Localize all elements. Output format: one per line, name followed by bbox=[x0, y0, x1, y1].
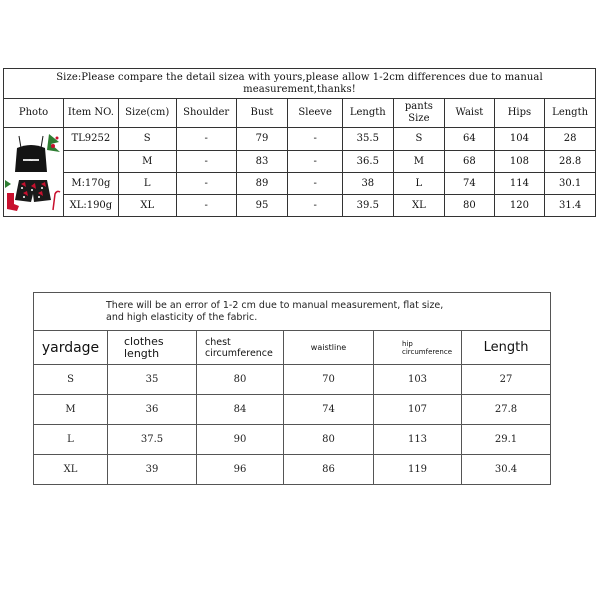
item-number: TL9252 bbox=[64, 128, 119, 151]
cell-waistline: 70 bbox=[284, 365, 374, 395]
cell-chest: 84 bbox=[197, 395, 284, 425]
table-row bbox=[34, 395, 551, 425]
cell-shoulder: - bbox=[176, 128, 236, 151]
weight-m: M:170g bbox=[64, 173, 119, 195]
cell-sleeve: - bbox=[288, 151, 343, 173]
header-length: Length bbox=[462, 331, 551, 365]
table-row bbox=[34, 365, 551, 395]
header-row-2 bbox=[34, 331, 551, 365]
cell-size: M bbox=[118, 151, 176, 173]
header-hip-circumference-label: circumference bbox=[402, 347, 453, 356]
pajama-set-image bbox=[5, 132, 62, 212]
cell-hips: 104 bbox=[494, 128, 545, 151]
cell-hips: 114 bbox=[494, 173, 545, 195]
header-bust: Bust bbox=[236, 99, 288, 128]
header-photo: Photo bbox=[4, 99, 64, 128]
cell-length-2: 30.1 bbox=[545, 173, 596, 195]
cell-length: 36.5 bbox=[343, 151, 394, 173]
cell-hips: 120 bbox=[494, 195, 545, 217]
cell-length-2: 28 bbox=[545, 128, 596, 151]
cell-bust: 83 bbox=[236, 151, 288, 173]
cell-pants-size: L bbox=[393, 173, 445, 195]
table-row bbox=[4, 151, 596, 173]
header-pants-size bbox=[393, 99, 445, 128]
table-row bbox=[34, 455, 551, 485]
table-row bbox=[4, 195, 596, 217]
cell-length: 30.4 bbox=[462, 455, 551, 485]
cell-waistline: 74 bbox=[284, 395, 374, 425]
header-size-label: Size bbox=[408, 113, 430, 124]
cell-chest: 90 bbox=[197, 425, 284, 455]
cell-waist: 80 bbox=[445, 195, 494, 217]
cell-sleeve: - bbox=[288, 128, 343, 151]
cell-chest: 96 bbox=[197, 455, 284, 485]
cell-hip: 107 bbox=[374, 395, 462, 425]
cell-pants-size: XL bbox=[393, 195, 445, 217]
weight-xl: XL:190g bbox=[64, 195, 119, 217]
header-hip bbox=[374, 331, 462, 365]
product-photo bbox=[5, 132, 62, 212]
header-size: Size(cm) bbox=[118, 99, 176, 128]
header-shoulder: Shoulder bbox=[176, 99, 236, 128]
header-pants-label: pants bbox=[404, 101, 433, 112]
header-item-no: Item NO. bbox=[64, 99, 119, 128]
header-row bbox=[4, 99, 596, 128]
cell-length: 27.8 bbox=[462, 395, 551, 425]
cell-waist: 74 bbox=[445, 173, 494, 195]
cell-length: 27 bbox=[462, 365, 551, 395]
header-length: Length bbox=[343, 99, 394, 128]
error-note-line-2: and high elasticity of the fabric. bbox=[106, 311, 258, 323]
header-yardage: yardage bbox=[34, 331, 108, 365]
cell-clothes-length: 39 bbox=[108, 455, 197, 485]
cell-pants-size: M bbox=[393, 151, 445, 173]
header-chest-label: chest bbox=[205, 336, 231, 348]
cell-hip: 113 bbox=[374, 425, 462, 455]
header-chest-circumference-label: circumference bbox=[205, 347, 273, 359]
cell-hips: 108 bbox=[494, 151, 545, 173]
cell-yardage: M bbox=[34, 395, 108, 425]
table-row bbox=[4, 128, 596, 151]
cell-waist: 64 bbox=[445, 128, 494, 151]
cell-bust: 95 bbox=[236, 195, 288, 217]
cell-yardage: L bbox=[34, 425, 108, 455]
cell-length: 35.5 bbox=[343, 128, 394, 151]
header-hip-label: hip bbox=[402, 339, 413, 348]
cell-yardage: S bbox=[34, 365, 108, 395]
cell-chest: 80 bbox=[197, 365, 284, 395]
cell-length-2: 31.4 bbox=[545, 195, 596, 217]
error-note-line-1: There will be an error of 1-2 cm due to manual measurement, flat size, bbox=[106, 299, 444, 311]
header-length-2: Length bbox=[545, 99, 596, 128]
cell-shoulder: - bbox=[176, 173, 236, 195]
cell-size: L bbox=[118, 173, 176, 195]
cell-sleeve: - bbox=[288, 195, 343, 217]
cell-length: 39.5 bbox=[343, 195, 394, 217]
header-waistline: waistline bbox=[284, 331, 374, 365]
note-row bbox=[4, 69, 596, 99]
cell-waistline: 86 bbox=[284, 455, 374, 485]
cell-clothes-length: 36 bbox=[108, 395, 197, 425]
cell-bust: 79 bbox=[236, 128, 288, 151]
header-chest bbox=[197, 331, 284, 365]
header-hips: Hips bbox=[494, 99, 545, 128]
cell-clothes-length: 37.5 bbox=[108, 425, 197, 455]
cell-hip: 119 bbox=[374, 455, 462, 485]
error-note bbox=[34, 293, 551, 331]
cell-hip: 103 bbox=[374, 365, 462, 395]
cell-length: 38 bbox=[343, 173, 394, 195]
cell-shoulder: - bbox=[176, 195, 236, 217]
cell-yardage: XL bbox=[34, 455, 108, 485]
product-photo-cell bbox=[4, 128, 64, 217]
size-table-1 bbox=[3, 68, 596, 217]
table-row bbox=[34, 425, 551, 455]
size-table-2 bbox=[33, 292, 551, 485]
cell-length: 29.1 bbox=[462, 425, 551, 455]
cell-clothes-length: 35 bbox=[108, 365, 197, 395]
cell-length-2: 28.8 bbox=[545, 151, 596, 173]
cell-bust: 89 bbox=[236, 173, 288, 195]
header-clothes-length-label: length bbox=[124, 346, 160, 360]
table-row bbox=[4, 173, 596, 195]
item-number-empty bbox=[64, 151, 119, 173]
cell-size: S bbox=[118, 128, 176, 151]
cell-size: XL bbox=[118, 195, 176, 217]
header-waist: Waist bbox=[445, 99, 494, 128]
cell-waistline: 80 bbox=[284, 425, 374, 455]
note-row-2 bbox=[34, 293, 551, 331]
cell-sleeve: - bbox=[288, 173, 343, 195]
cell-shoulder: - bbox=[176, 151, 236, 173]
cell-pants-size: S bbox=[393, 128, 445, 151]
size-note: Size:Please compare the detail sizea with yours,please allow 1-2cm differences due to manual measurement,thanks! bbox=[4, 69, 596, 99]
header-clothes-length bbox=[108, 331, 197, 365]
header-clothes-label: clothes bbox=[124, 334, 164, 348]
cell-waist: 68 bbox=[445, 151, 494, 173]
header-sleeve: Sleeve bbox=[288, 99, 343, 128]
